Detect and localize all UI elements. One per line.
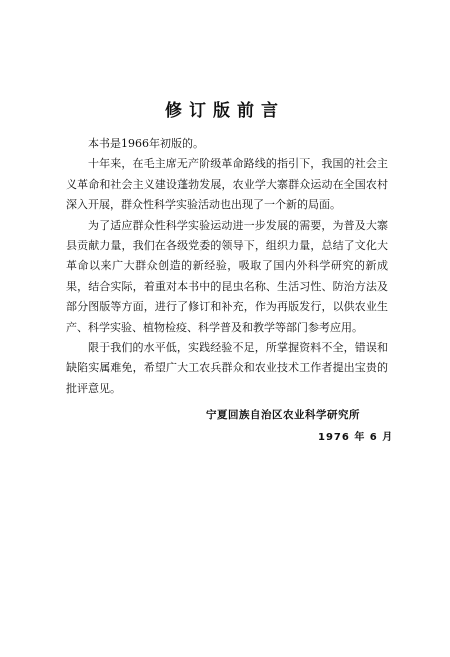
paragraph-apology: 限于我们的水平低，实践经验不足，所掌握资料不全，错误和缺陷实属难免，希望广大工农兵群众和农业技术工作者提出宝贵的批评意见。 — [66, 341, 388, 395]
paragraph-revision: 为了适应群众性科学实验运动进一步发展的需要，为普及大寨县贡献力量，我们在各级党委的领导下，组织力量，总结了文化大革命以来广大群众创造的新经验，吸取了国内外科学研究的新成果，结合实际，着重对本书中的昆虫名称、生活习性、防治方法及部分图版等方面，进行了修订和补充，作为再版发行，以供农业生产、科学实验、植物检疫、科学普及和教学等部门参考应用。 — [66, 218, 388, 334]
paragraph-first-edition: 本书是1966年初版的。 — [88, 137, 204, 150]
signature-institution: 宁夏回族自治区农业科学研究所 — [206, 409, 360, 421]
preface-body — [66, 134, 388, 399]
paragraph-ten-years: 十年来，在毛主席无产阶级革命路线的指引下，我国的社会主义革命和社会主义建设蓬勃发展，农业学大寨群众运动在全国农村深入开展，群众性科学实验活动也出现了一个新的局面。 — [66, 157, 388, 212]
page-title: 修订版前言 — [165, 101, 285, 121]
signature-date: 1976 年 6 月 — [318, 432, 394, 443]
